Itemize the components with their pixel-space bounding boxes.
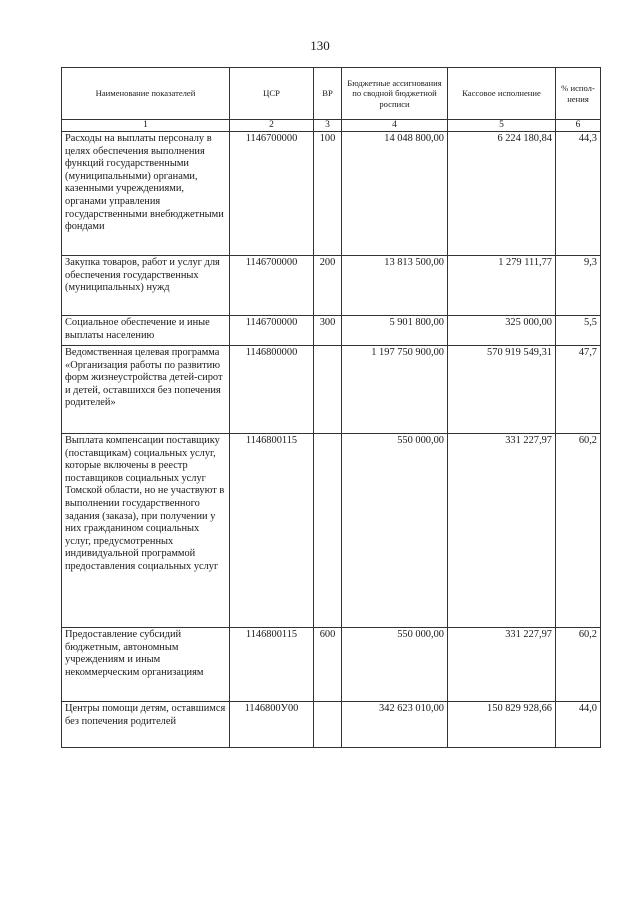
table-row [62, 346, 601, 434]
row-cash: 331 227,97 [448, 628, 556, 702]
row-cash: 325 000,00 [448, 316, 556, 346]
row-budget: 13 813 500,00 [342, 256, 448, 316]
table-row [62, 628, 601, 702]
row-budget: 1 197 750 900,00 [342, 346, 448, 434]
page-number: 130 [310, 38, 330, 53]
row-vr [314, 702, 342, 748]
row-name: Расходы на выплаты персоналу в целях обеспечения выполнения функций государственными (муниципальными) органами, казенными учреждениями, органами управления государственными внебюджетными фондами [62, 132, 230, 256]
row-vr: 600 [314, 628, 342, 702]
row-budget: 342 623 010,00 [342, 702, 448, 748]
column-number: 5 [448, 120, 556, 132]
row-budget: 550 000,00 [342, 434, 448, 628]
row-vr [314, 346, 342, 434]
table-row [62, 132, 601, 256]
row-csr: 1146800000 [230, 346, 314, 434]
header-csr: ЦСР [230, 68, 314, 120]
column-number: 1 [62, 120, 230, 132]
row-csr: 1146800У00 [230, 702, 314, 748]
row-csr: 1146800115 [230, 434, 314, 628]
row-name: Ведомственная целевая программа «Организация работы по развитию форм жизнеустройства детей-сирот и детей, оставшихся без попечения родителей» [62, 346, 230, 434]
row-name: Социальное обеспечение и иные выплаты населению [62, 316, 230, 346]
row-cash: 150 829 928,66 [448, 702, 556, 748]
row-name: Предоставление субсидий бюджетным, автономным учреждениям и иным некоммерческим организациям [62, 628, 230, 702]
column-number: 6 [556, 120, 601, 132]
column-number-row [62, 120, 601, 132]
header-cash: Кассовое исполнение [448, 68, 556, 120]
row-percent: 44,3 [556, 132, 601, 256]
row-budget: 550 000,00 [342, 628, 448, 702]
table-row [62, 316, 601, 346]
row-cash: 570 919 549,31 [448, 346, 556, 434]
row-cash: 1 279 111,77 [448, 256, 556, 316]
row-vr: 100 [314, 132, 342, 256]
header-vr: ВР [314, 68, 342, 120]
table-row [62, 702, 601, 748]
column-number: 4 [342, 120, 448, 132]
row-percent: 44,0 [556, 702, 601, 748]
row-cash: 331 227,97 [448, 434, 556, 628]
row-vr: 300 [314, 316, 342, 346]
row-csr: 1146800115 [230, 628, 314, 702]
row-cash: 6 224 180,84 [448, 132, 556, 256]
row-percent: 60,2 [556, 434, 601, 628]
row-percent: 9,3 [556, 256, 601, 316]
row-csr: 1146700000 [230, 316, 314, 346]
row-name: Центры помощи детям, оставшимся без попечения родителей [62, 702, 230, 748]
row-csr: 1146700000 [230, 256, 314, 316]
table-row [62, 256, 601, 316]
row-percent: 47,7 [556, 346, 601, 434]
table-header-row [62, 68, 601, 120]
column-number: 2 [230, 120, 314, 132]
row-budget: 5 901 800,00 [342, 316, 448, 346]
row-vr [314, 434, 342, 628]
row-name: Выплата компенсации поставщику (поставщикам) социальных услуг, которые включены в реестр поставщиков социальных услуг Томской области, но не участвуют в выполнении государственного задания (заказа), при получении у них гражданином социальных услуг, предусмотренных индивидуальной программой предоставления социальных услуг [62, 434, 230, 628]
header-budget: Бюджетные ассигнования по сводной бюджетной росписи [342, 68, 448, 120]
row-percent: 60,2 [556, 628, 601, 702]
row-percent: 5,5 [556, 316, 601, 346]
table-row [62, 434, 601, 628]
row-csr: 1146700000 [230, 132, 314, 256]
header-percent: % испол-нения [556, 68, 601, 120]
budget-execution-table [61, 67, 601, 748]
row-vr: 200 [314, 256, 342, 316]
header-name: Наименование показателей [62, 68, 230, 120]
column-number: 3 [314, 120, 342, 132]
row-name: Закупка товаров, работ и услуг для обеспечения государственных (муниципальных) нужд [62, 256, 230, 316]
row-budget: 14 048 800,00 [342, 132, 448, 256]
